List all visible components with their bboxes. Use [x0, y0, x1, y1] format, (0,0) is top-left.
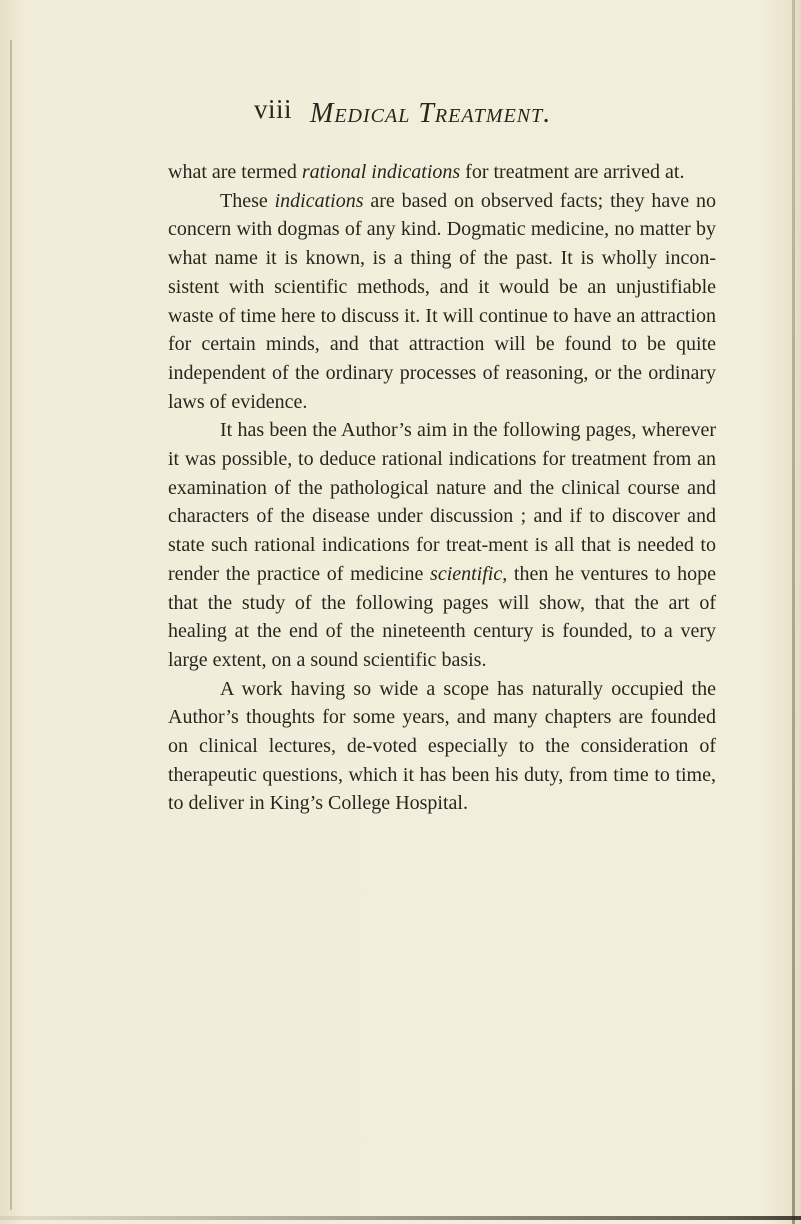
running-title-text: Medical Treatment. — [310, 98, 552, 129]
paragraph-2-emphasis: indications — [274, 189, 364, 212]
paragraph-2-text-b: are based on observed facts; they have no concern with dogmas of any kind. Dogmatic medicine, no matter by what name it is known, is a thing of the past. It is wholly incon-sistent with scientific methods, and it would be an unjustifiable waste of time here to discuss it. It will continue to have an attraction for certain minds, and that attraction will be found to be quite independent of the ordinary processes of reasoning, or the ordinary laws of evidence. — [168, 189, 716, 413]
paragraph-4 — [168, 675, 716, 819]
body-text — [168, 158, 716, 818]
page-bottom-edge — [0, 1216, 801, 1220]
paragraph-2 — [168, 187, 716, 417]
page-right-edge — [792, 0, 795, 1224]
running-title — [310, 98, 551, 130]
paragraph-3 — [168, 416, 716, 674]
paragraph-3-text-a: It has been the Author’s aim in the following pages, wherever it was possible, to deduce rational indications for treatment from an examination of the pathological nature and the clinical course and characters of the disease under discussion ; and if to discover and state such rational indications for treat-ment is all that is needed to render the practice of medicine — [168, 419, 716, 585]
paragraph-1-text-a: what are termed — [168, 161, 302, 183]
paragraph-1 — [168, 158, 716, 187]
page-gutter-edge — [10, 40, 12, 1210]
paragraph-3-text-b: then he ventures to hope that the study of the following pages will show, that the art of healing at the end of the nineteenth century is founded, to a very large extent, on a sound scientific basis. — [168, 562, 717, 671]
page-number: viii — [254, 94, 293, 124]
paragraph-1-text-b: for treatment are arrived at. — [460, 161, 685, 183]
paragraph-2-text-a: These — [220, 189, 275, 212]
paragraph-3-emphasis: scientific, — [430, 562, 508, 585]
paragraph-4-text: A work having so wide a scope has naturally occupied the Author’s thoughts for some years, and many chapters are founded on clinical lectures, de-voted especially to the consideration of therapeutic questions, which it has been his duty, from time to time, to deliver in King’s College Hospital. — [168, 677, 716, 815]
paragraph-1-emphasis: rational indications — [301, 161, 461, 183]
